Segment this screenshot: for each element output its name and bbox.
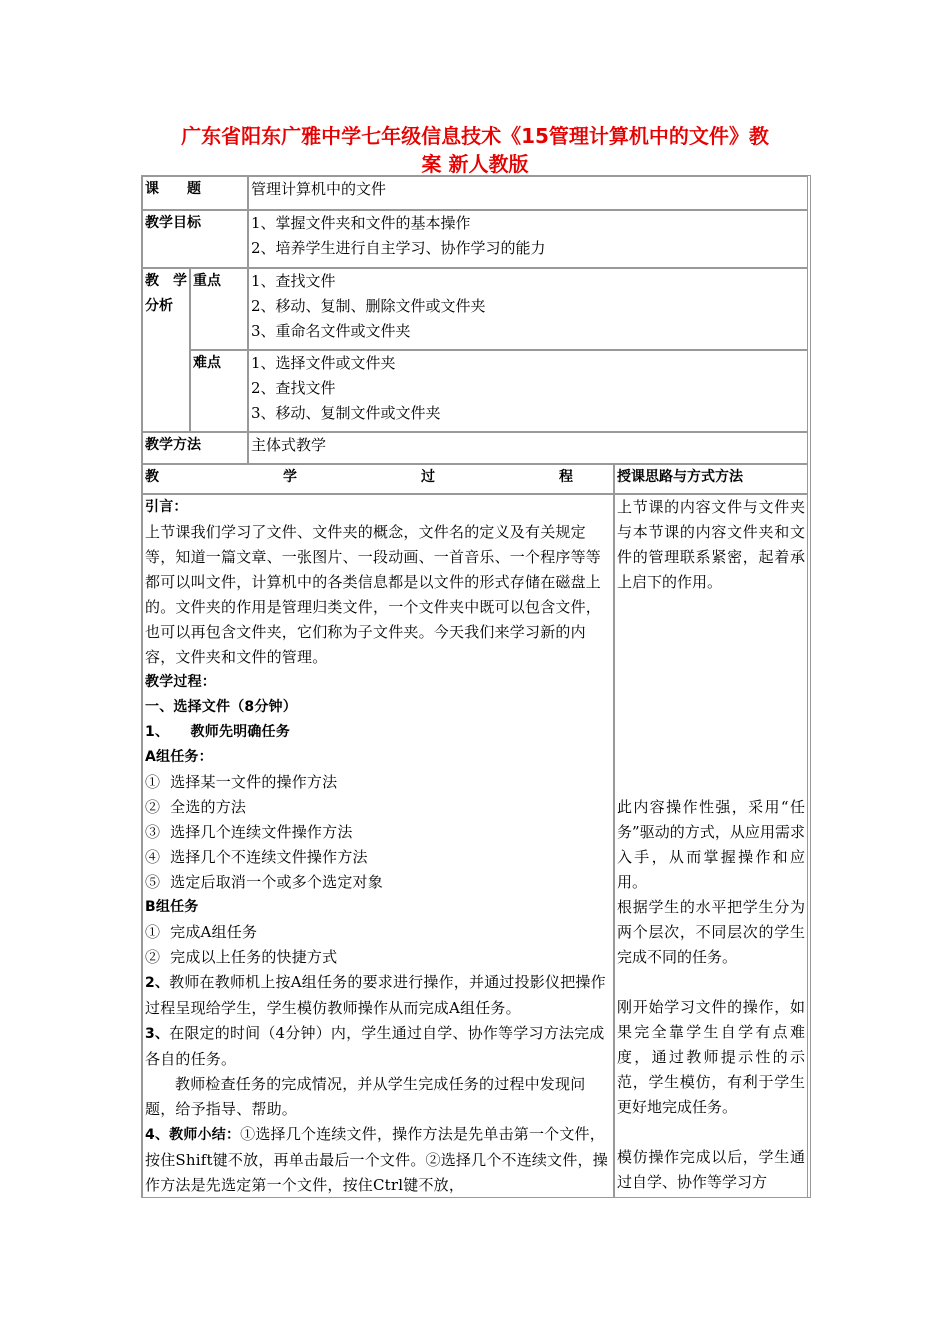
group-a-item: ④ 选择几个不连续文件操作方法 (145, 848, 368, 866)
notes-column (614, 494, 808, 1198)
title-line-1: 广东省阳东广雅中学七年级信息技术《15管理计算机中的文件》教 (181, 124, 769, 148)
process-header (142, 464, 614, 494)
goals-label: 教学目标 (142, 210, 248, 268)
difficulty-item: 3、移动、复制文件或文件夹 (251, 404, 441, 422)
subject-label: 课 题 (142, 176, 248, 210)
group-b-item: ② 完成以上任务的快捷方式 (145, 948, 338, 966)
goals-list (248, 210, 808, 268)
analysis-label (142, 268, 190, 432)
key-point-item: 1、查找文件 (251, 272, 336, 290)
process-body (142, 494, 614, 1198)
step-1: 1、 教师先明确任务 (145, 724, 290, 740)
key-points-label: 重点 (190, 268, 248, 350)
difficulty-label: 难点 (190, 350, 248, 432)
subject-value: 管理计算机中的文件 (248, 176, 808, 210)
goal-item: 1、掌握文件夹和文件的基本操作 (251, 214, 471, 232)
lesson-plan-table (141, 175, 811, 1198)
key-point-item: 2、移动、复制、删除文件或文件夹 (251, 297, 486, 315)
intro-label: 引言： (145, 499, 188, 515)
method-value: 主体式教学 (248, 432, 808, 464)
key-point-item: 3、重命名文件或文件夹 (251, 322, 411, 340)
document-title (130, 122, 820, 178)
group-a-item: ③ 选择几个连续文件操作方法 (145, 823, 353, 841)
note-1: 上节课的内容文件与文件夹与本节课的内容文件夹和文件的管理联系紧密，起着承上启下的作用。 (617, 498, 805, 591)
step-2-number: 2、 (145, 975, 170, 991)
analysis-label-a: 教 学 (145, 273, 187, 289)
difficulty-item: 2、查找文件 (251, 379, 336, 397)
note-3: 根据学生的水平把学生分为两个层次，不同层次的学生完成不同的任务。 (617, 898, 805, 966)
group-b-item: ① 完成A组任务 (145, 923, 258, 941)
process-header-char: 学 (283, 469, 297, 485)
method-label: 教学方法 (142, 432, 248, 464)
group-a-label: A组任务： (145, 749, 213, 765)
group-a-item: ① 选择某一文件的操作方法 (145, 773, 338, 791)
goal-item: 2、培养学生进行自主学习、协作学习的能力 (251, 239, 546, 257)
note-2: 此内容操作性强，采用“任务”驱动的方式，从应用需求入手，从而掌握操作和应用。 (617, 798, 805, 891)
step-2-text: 教师在教师机上按A组任务的要求进行操作，并通过投影仪把操作过程呈现给学生，学生模仿教师操作从而完成A组任务。 (145, 973, 606, 1017)
check-text: 教师检查任务的完成情况，并从学生完成任务的过程中发现问题，给予指导、帮助。 (145, 1075, 586, 1118)
section-1-heading: 一、选择文件（8分钟） (145, 699, 297, 715)
step-4 (145, 1122, 611, 1198)
key-points-list (248, 268, 808, 350)
group-a-item: ② 全选的方法 (145, 798, 247, 816)
step-4-label: 4、教师小结： (145, 1127, 241, 1143)
difficulty-list (248, 350, 808, 432)
process-label: 教学过程： (145, 674, 216, 690)
group-a-item: ⑤ 选定后取消一个或多个选定对象 (145, 873, 383, 891)
note-4: 刚开始学习文件的操作，如果完全靠学生自学有点难度，通过教师提示性的示范，学生模仿，有利于学生更好地完成任务。 (617, 998, 805, 1116)
intro-text: 上节课我们学习了文件、文件夹的概念，文件名的定义及有关规定等，知道一篇文章、一张图片、一段动画、一首音乐、一个程序等等都可以叫文件，计算机中的各类信息都是以文件的形式存储在磁盘上的。文件夹的作用是管理归类文件，一个文件夹中既可以包含文件，也可以再包含文件夹，它们称为子文件夹。今天我们来学习新的内容，文件夹和文件的管理。 (145, 523, 602, 666)
notes-header: 授课思路与方式方法 (614, 464, 808, 494)
process-header-char: 程 (559, 469, 573, 485)
step-2 (145, 970, 611, 1021)
group-b-label: B组任务 (145, 899, 199, 915)
process-header-char: 过 (421, 469, 435, 485)
note-5: 模仿操作完成以后，学生通过自学、协作等学习方 (617, 1148, 805, 1191)
step-3-text: 在限定的时间（4分钟）内，学生通过自学、协作等学习方法完成各自的任务。 (145, 1024, 605, 1068)
step-3 (145, 1021, 611, 1072)
difficulty-item: 1、选择文件或文件夹 (251, 354, 396, 372)
process-header-char: 教 (145, 469, 159, 485)
step-4-text: ①选择几个连续文件，操作方法是先单击第一个文件，按住Shift键不放，再单击最后一个文件。②选择几个不连续文件，操作方法是先选定第一个文件，按住Ctrl键不放， (145, 1125, 608, 1194)
title-line-2: 案 新人教版 (421, 152, 529, 176)
step-3-number: 3、 (145, 1026, 170, 1042)
analysis-label-b: 分析 (145, 298, 173, 314)
